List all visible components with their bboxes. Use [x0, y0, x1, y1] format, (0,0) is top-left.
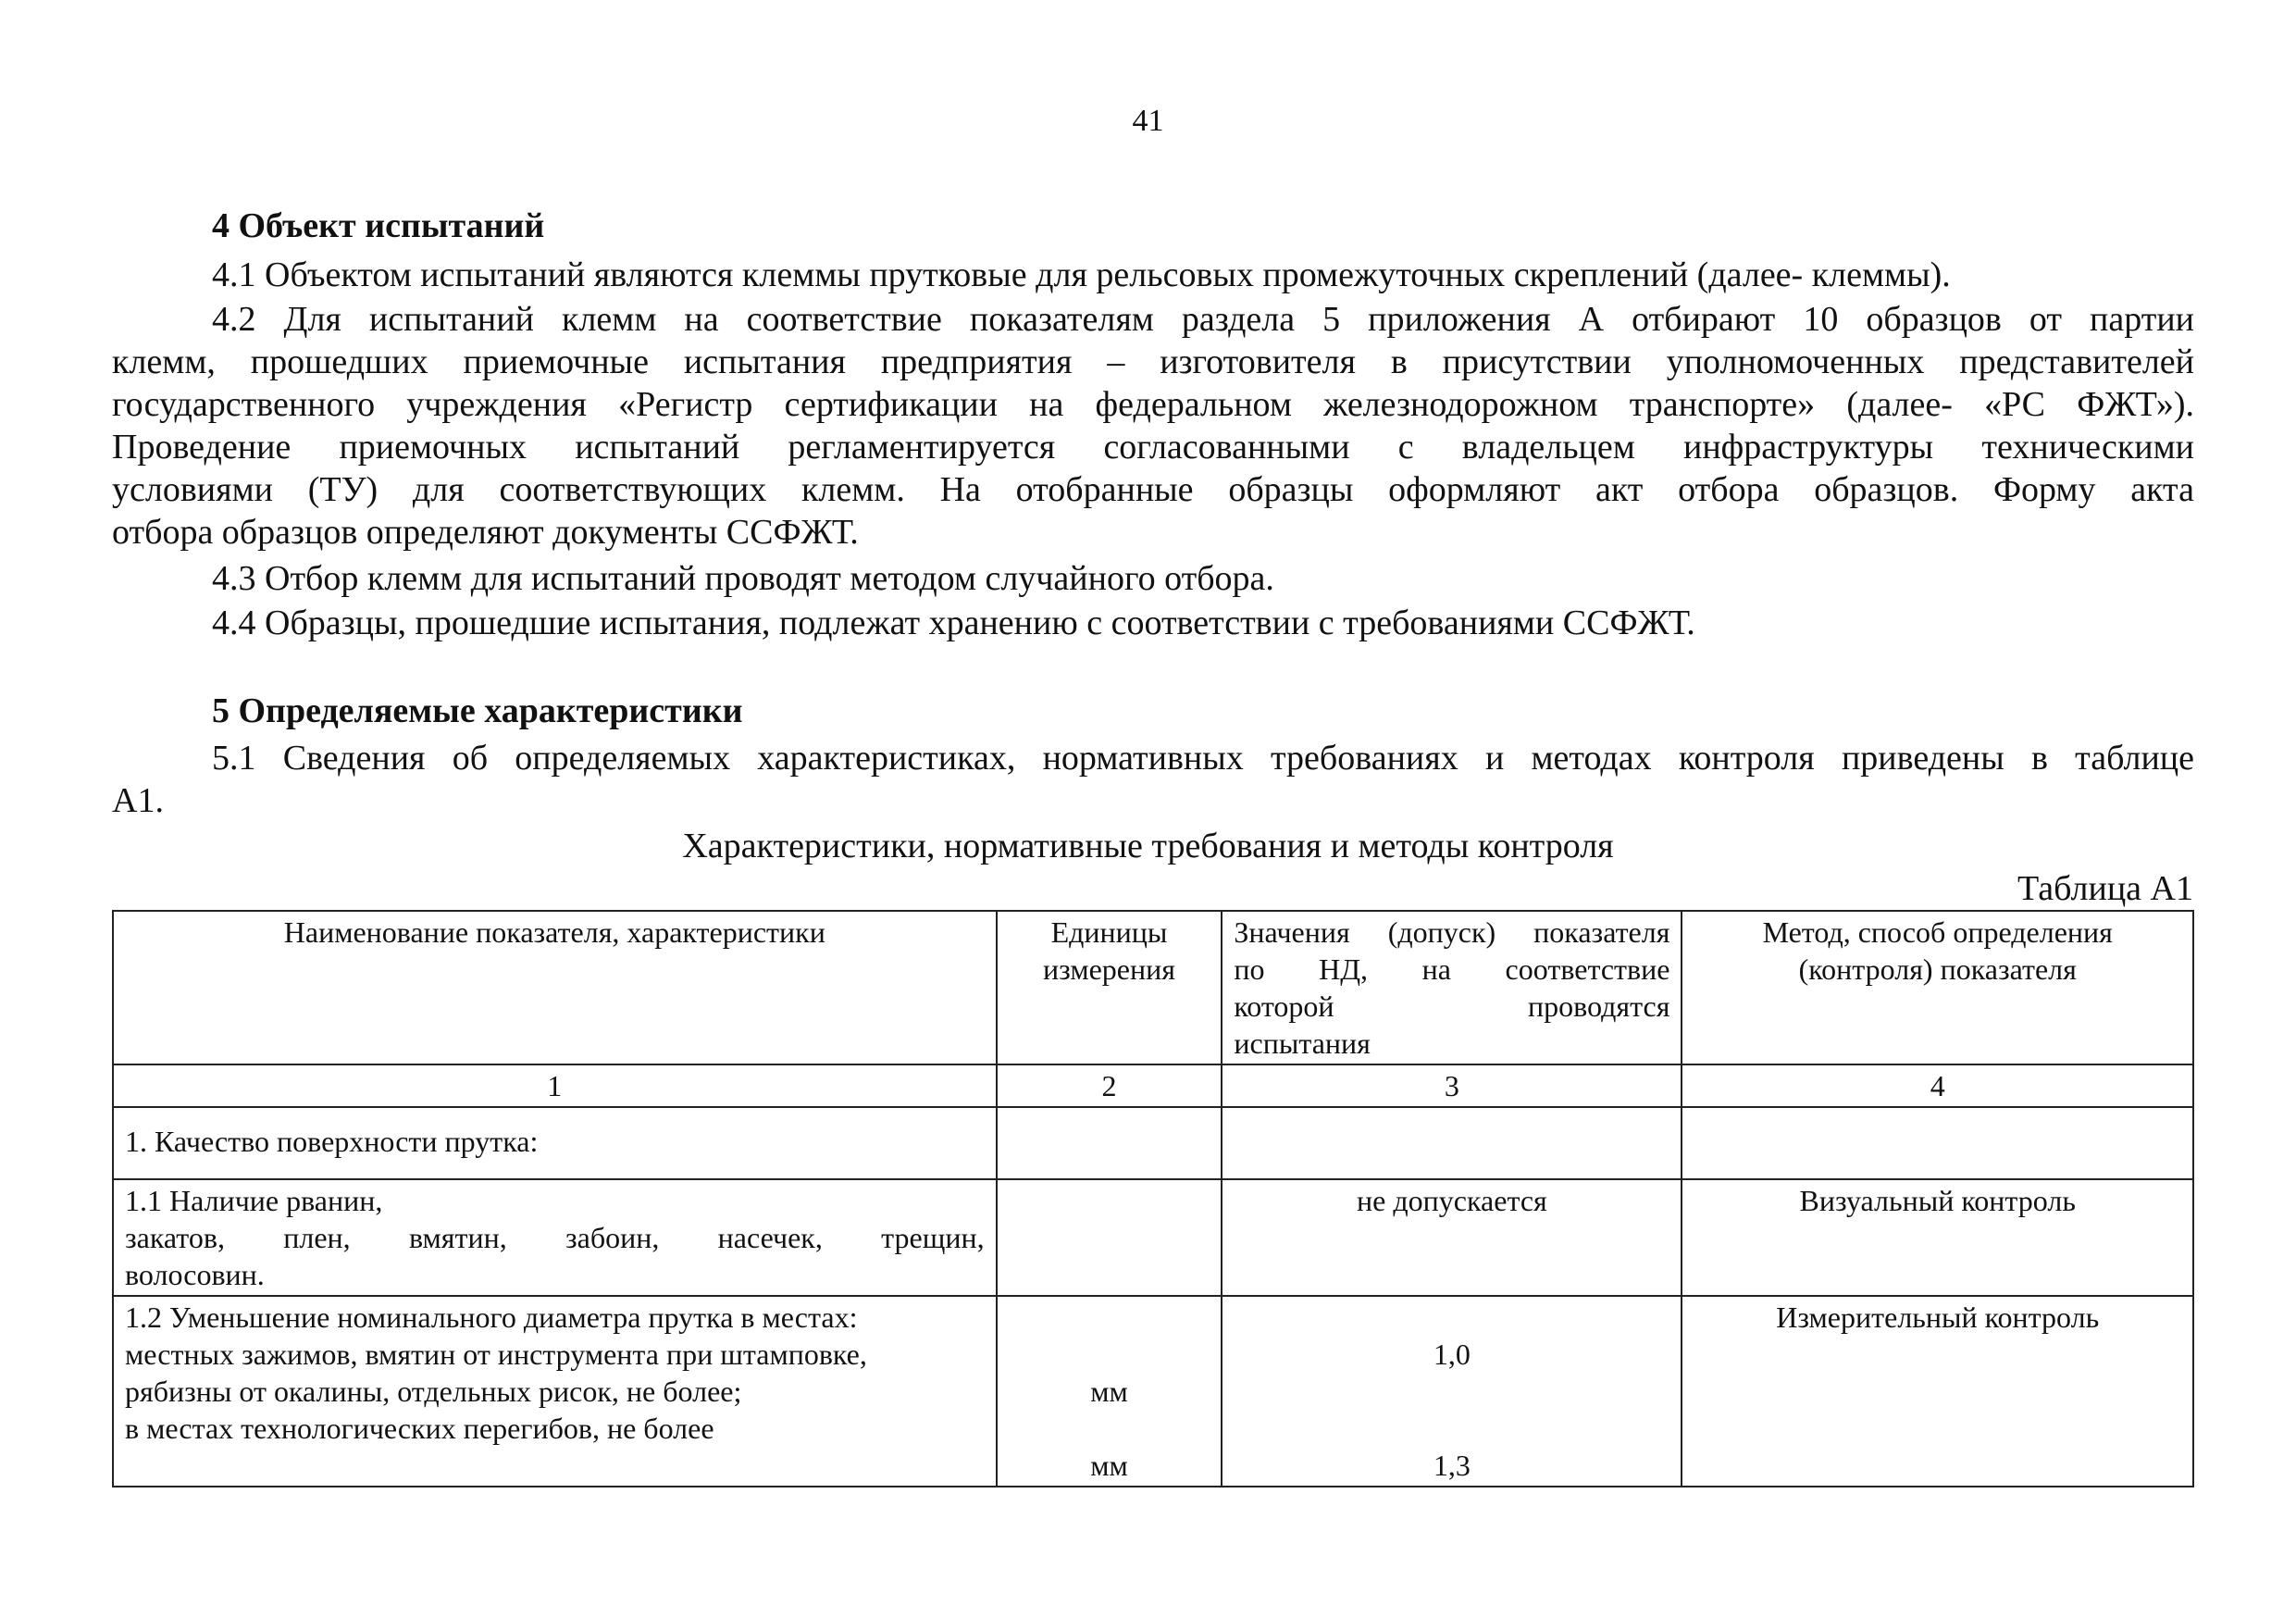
column-number-row	[113, 1064, 2193, 1107]
header-method: Метод, способ определения (контроля) показателя	[1682, 911, 2193, 1064]
column-number-2: 2	[997, 1064, 1222, 1107]
row2-method: Визуальный контроль	[1682, 1179, 2193, 1296]
paragraph-4-2-line-4: Проведение приемочных испытаний регламентируется согласованными с владельцем инфраструктуры техническими	[112, 428, 2194, 467]
row3-units: мм мм	[997, 1296, 1222, 1487]
page-number: 41	[1132, 104, 1164, 138]
header-values: Значения (допуск) показателя по НД, на соответствие которой проводятся испытания	[1222, 911, 1682, 1064]
row3-values: 1,0 1,3	[1222, 1296, 1682, 1487]
paragraph-4-2-line-2: клемм, прошедших приемочные испытания предприятия – изготовителя в присутствии уполномоченных представителей	[112, 342, 2194, 381]
section-4-heading: 4 Объект испытаний	[212, 206, 545, 245]
paragraph-4-3: 4.3 Отбор клемм для испытаний проводят методом случайного отбора.	[212, 559, 1274, 598]
table-label: Таблица А1	[2017, 869, 2193, 908]
table-row	[113, 1107, 2193, 1179]
paragraph-4-2-line-6: отбора образцов определяют документы ССФЖТ.	[112, 513, 859, 552]
paragraph-5-1-line-1: 5.1 Сведения об определяемых характеристиках, нормативных требованиях и методах контроля приведены в таблице	[212, 739, 2194, 778]
header-units: Единицы измерения	[997, 911, 1222, 1064]
paragraph-4-2-line-1: 4.2 Для испытаний клемм на соответствие показателям раздела 5 приложения А отбирают 10 образцов от партии	[212, 300, 2194, 339]
paragraph-4-1: 4.1 Объектом испытаний являются клеммы прутковые для рельсовых промежуточных скреплений (далее- клеммы).	[212, 255, 1951, 294]
row2-value: не допускается	[1222, 1179, 1682, 1296]
header-name: Наименование показателя, характеристики	[113, 911, 997, 1064]
column-number-3: 3	[1222, 1064, 1682, 1107]
paragraph-4-2-line-3: государственного учреждения «Регистр сертификации на федеральном железнодорожном транспорте» (далее- «РС ФЖТ»).	[112, 385, 2194, 424]
column-number-4: 4	[1682, 1064, 2193, 1107]
table-header-row	[113, 911, 2193, 1064]
table-row	[113, 1296, 2193, 1487]
characteristics-table	[112, 910, 2194, 1487]
table-row	[113, 1179, 2193, 1296]
row3-method: Измерительный контроль	[1682, 1296, 2193, 1487]
paragraph-4-4: 4.4 Образцы, прошедшие испытания, подлежат хранению с соответствии с требованиями ССФЖТ.	[212, 604, 1695, 642]
section-5-heading: 5 Определяемые характеристики	[212, 691, 743, 730]
column-number-1: 1	[113, 1064, 997, 1107]
row1-name: 1. Качество поверхности прутка:	[113, 1107, 997, 1179]
row3-name: 1.2 Уменьшение номинального диаметра прутка в местах: местных зажимов, вмятин от инструмента при штамповке, рябизны от окалины, отдельных рисок, не более; в местах технологических перегибов, не более	[113, 1296, 997, 1487]
paragraph-5-1-line-2: А1.	[112, 781, 164, 820]
table-caption: Характеристики, нормативные требования и методы контроля	[682, 827, 1614, 865]
row2-name: 1.1 Наличие рванин, закатов, плен, вмятин, забоин, насечек, трещин, волосовин.	[113, 1179, 997, 1296]
paragraph-4-2-line-5: условиями (ТУ) для соответствующих клемм. На отобранные образцы оформляют акт отбора образцов. Форму акта	[112, 470, 2194, 509]
